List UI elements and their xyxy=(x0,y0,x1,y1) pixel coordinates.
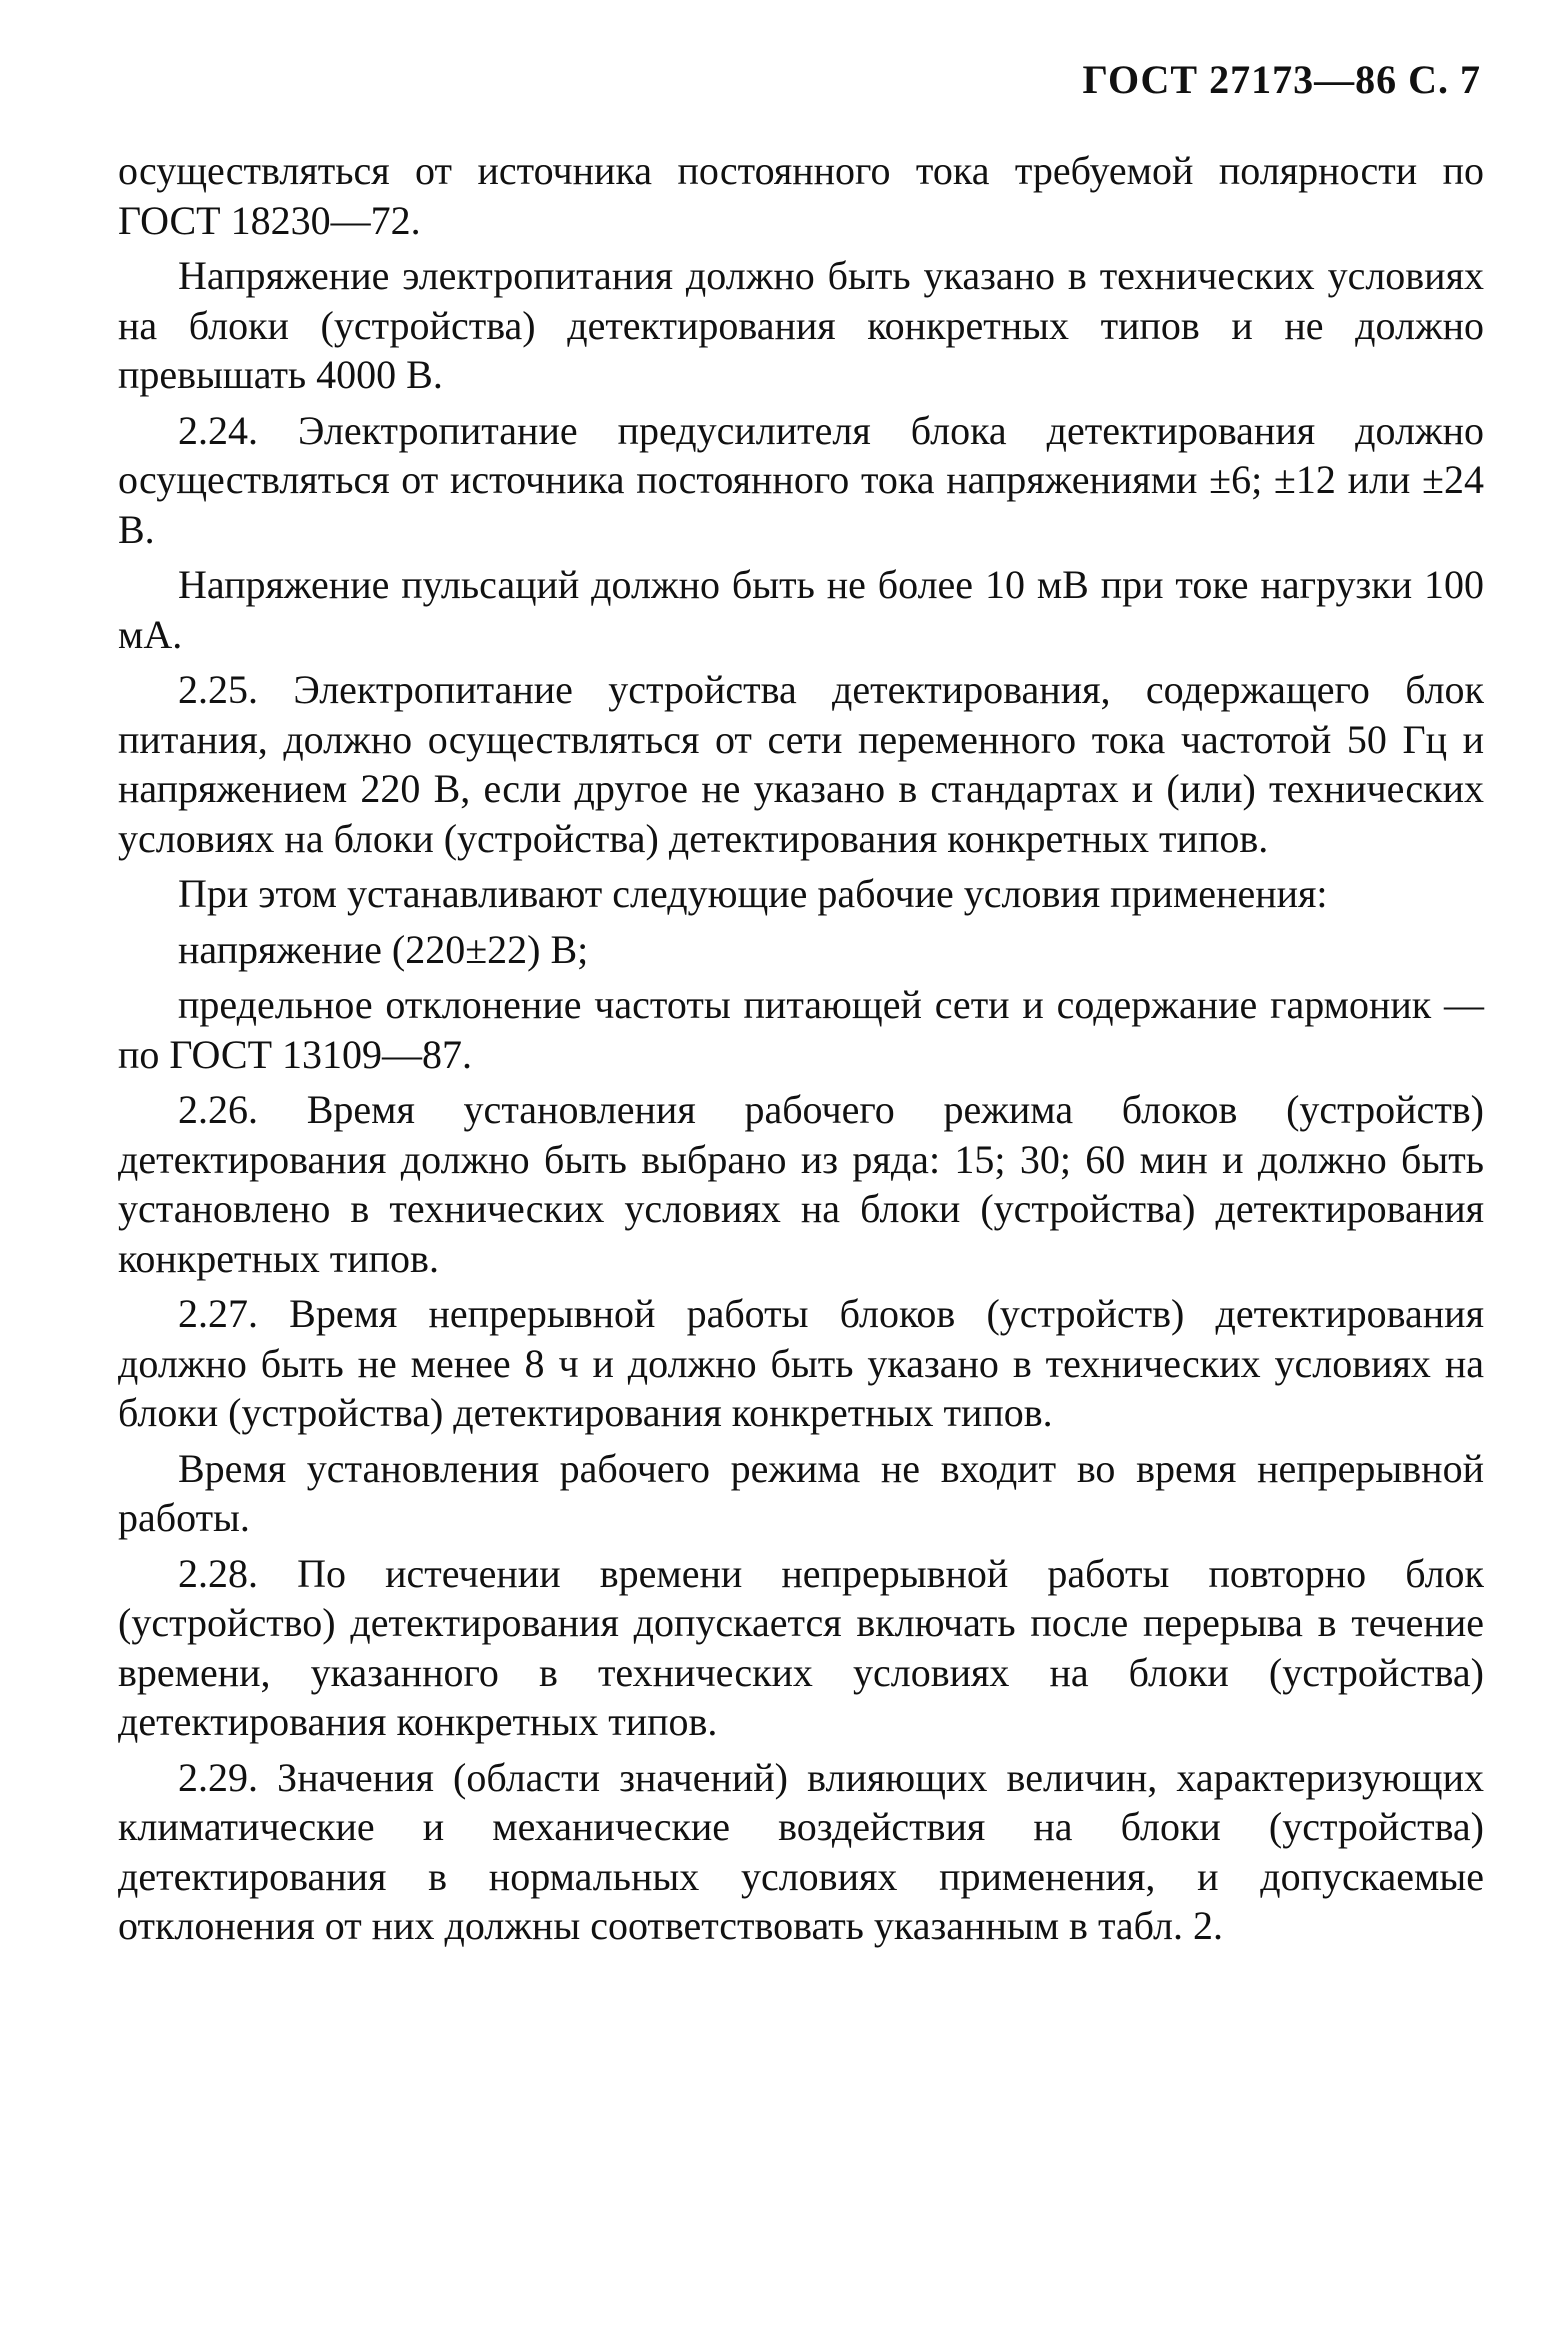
paragraph: 2.27. Время непрерывной работы блоков (устройств) детектирования должно быть не менее 8 ч и должно быть указано в технических условиях на блоки (устройства) детектирования конкретных типов. xyxy=(118,1291,1484,1435)
paragraph: предельное отклонение частоты питающей сети и содержание гармоник — по ГОСТ 13109—87. xyxy=(118,982,1484,1077)
paragraph: Напряжение электропитания должно быть указано в технических условиях на блоки (устройства) детектирования конкретных типов и не должно превышать 4000 В. xyxy=(118,253,1484,397)
document-body xyxy=(118,146,1484,1957)
paragraph: напряжение (220±22) В; xyxy=(178,926,589,972)
paragraph: Время установления рабочего режима не входит во время непрерывной работы. xyxy=(118,1445,1484,1540)
paragraph: Напряжение пульсаций должно быть не более 10 мВ при токе нагрузки 100 мА. xyxy=(118,562,1484,657)
paragraph: 2.24. Электропитание предусилителя блока детектирования должно осуществляться от источника постоянного тока напряжениями ±6; ±12 или ±24 В. xyxy=(118,407,1484,552)
page-header: ГОСТ 27173—86 С. 7 xyxy=(1082,57,1481,102)
paragraph: При этом устанавливают следующие рабочие условия применения: xyxy=(178,871,1328,916)
paragraph: осуществляться от источника постоянного тока требуемой полярности по ГОСТ 18230—72. xyxy=(118,148,1484,243)
paragraph: 2.26. Время установления рабочего режима блоков (устройств) детектирования должно быть выбрано из ряда: 15; 30; 60 мин и должно быть установлено в технических условиях на блоки (устройства) детектирования конкретных типов. xyxy=(118,1087,1484,1281)
paragraph: 2.28. По истечении времени непрерывной работы повторно блок (устройство) детектирования допускается включать после перерыва в течение времени, указанного в технических условиях на блоки (устройства) детектирования конкретных типов. xyxy=(118,1550,1484,1744)
paragraph: 2.29. Значения (области значений) влияющих величин, характеризующих климатические и механические воздействия на блоки (устройства) детектирования в нормальных условиях применения, и допускаемые отклонения от них должны соответствовать указанным в табл. 2. xyxy=(118,1754,1484,1948)
paragraph: 2.25. Электропитание устройства детектирования, содержащего блок питания, должно осуществляться от сети переменного тока частотой 50 Гц и напряжением 220 В, если другое не указано в стандартах и (или) технических условиях на блоки (устройства) детектирования конкретных типов. xyxy=(118,667,1484,861)
